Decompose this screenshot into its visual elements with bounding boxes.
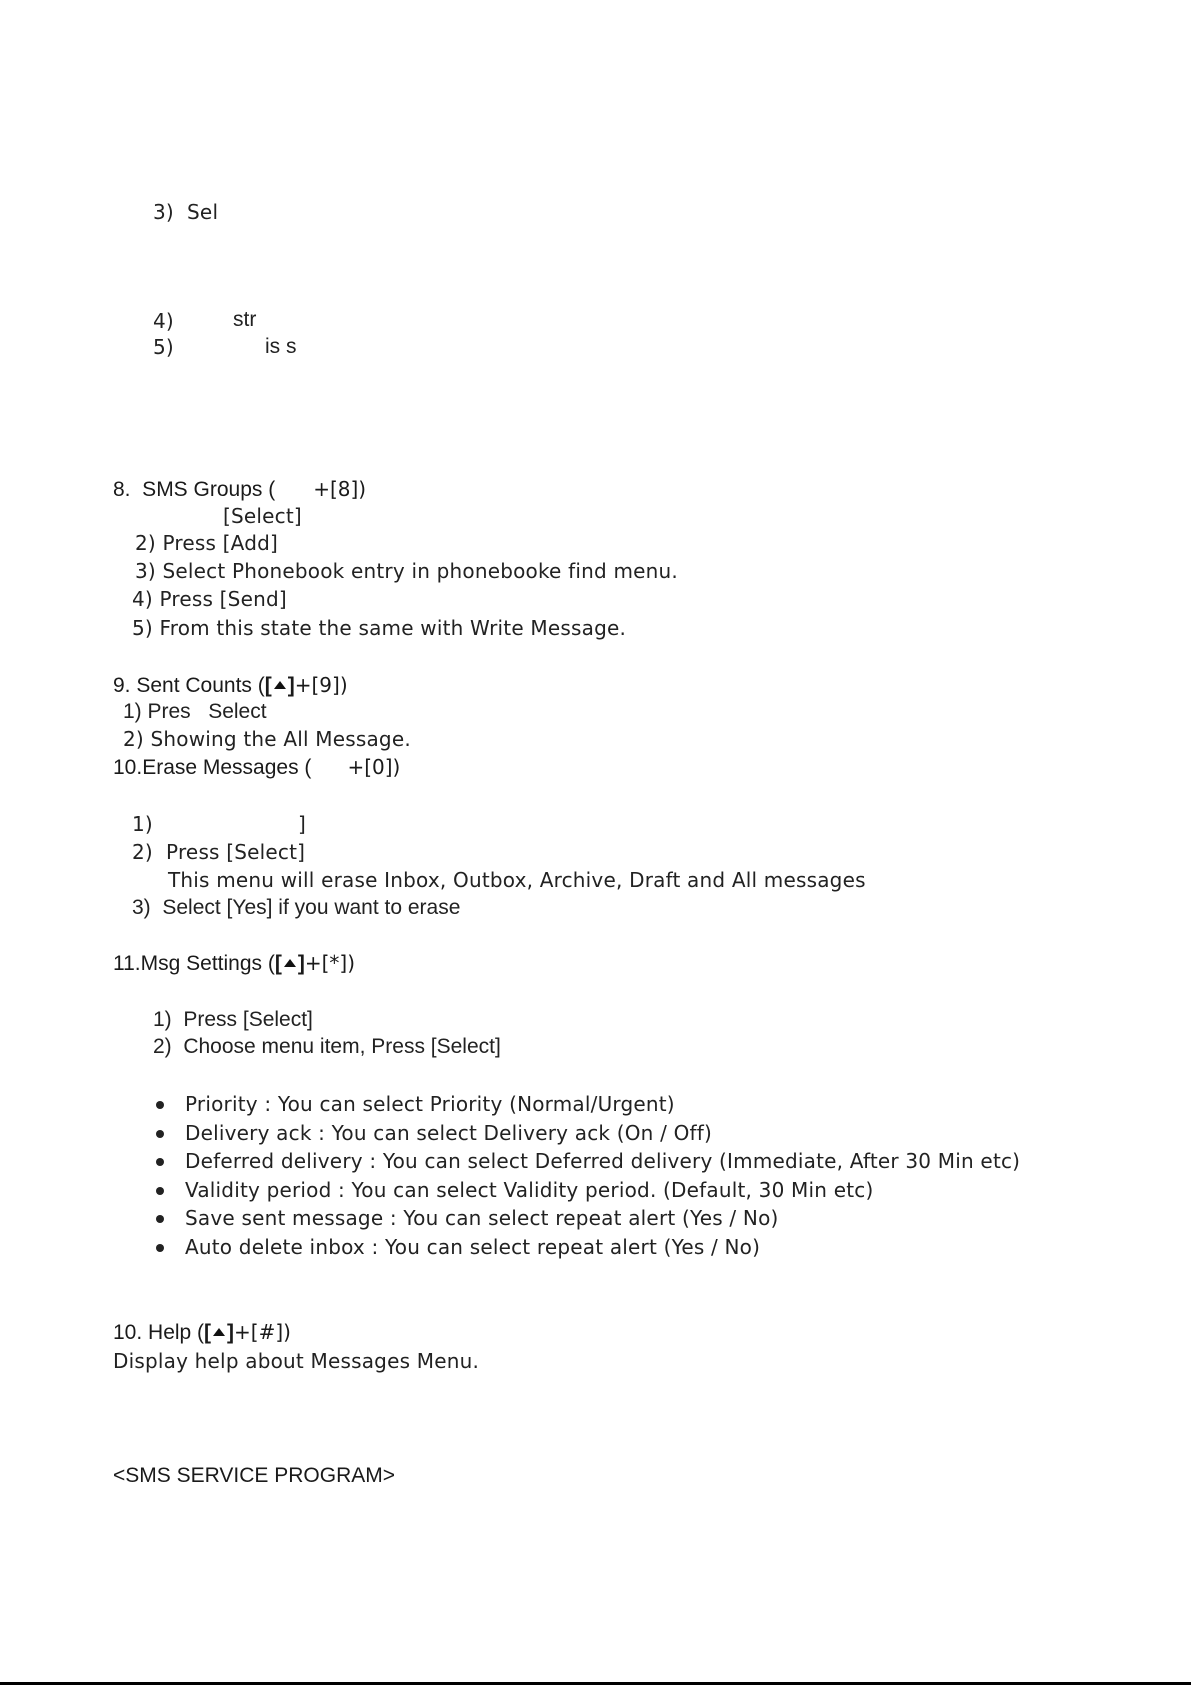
sms-groups-step-3: 3) Select Phonebook entry in phonebooke find menu. [135, 559, 678, 583]
up-triangle-icon [212, 1327, 226, 1337]
section-heading-sms-service-program: <SMS SERVICE PROGRAM> [113, 1464, 396, 1487]
list-item-4-number: 4) [153, 309, 174, 333]
help-key-close: ] [227, 1321, 235, 1344]
up-triangle-icon [283, 958, 297, 968]
erase-messages-heading-label: 10.Erase Messages ( [113, 756, 312, 779]
up-triangle-icon [273, 680, 287, 690]
erase-messages-step-1-text: ] [298, 812, 307, 836]
sms-groups-step-5: 5) From this state the same with Write Message. [132, 616, 627, 640]
help-heading-label: 10. Help ( [113, 1321, 205, 1344]
sms-groups-heading [113, 477, 366, 502]
sent-counts-heading-key: +[9]) [294, 673, 348, 697]
help-heading [113, 1320, 291, 1345]
help-heading-key: +[#]) [234, 1320, 291, 1344]
sms-groups-step-2: 2) Press [Add] [135, 531, 279, 555]
erase-messages-step-2: 2) Press [Select] [132, 840, 306, 864]
msg-settings-key-open: [ [274, 952, 282, 975]
setting-item-delivery-ack: Delivery ack : You can select Delivery ack (On / Off) [185, 1121, 713, 1145]
list-item-5-number: 5) [153, 335, 174, 359]
sent-counts-step-1: 1) Pres Select [123, 700, 267, 723]
sms-groups-heading-key: +[8]) [313, 477, 367, 501]
bullet-dot [156, 1158, 164, 1166]
help-text: Display help about Messages Menu. [113, 1349, 480, 1373]
sent-counts-key-open: [ [264, 674, 272, 697]
setting-item-save-sent-message: Save sent message : You can select repeat alert (Yes / No) [185, 1206, 779, 1230]
setting-item-priority: Priority : You can select Priority (Normal/Urgent) [185, 1092, 675, 1116]
setting-item-deferred-delivery: Deferred delivery : You can select Deferred delivery (Immediate, After 30 Min etc) [185, 1149, 1021, 1173]
sent-counts-heading-label: 9. Sent Counts ( [113, 674, 265, 697]
msg-settings-step-2: 2) Choose menu item, Press [Select] [153, 1035, 501, 1058]
msg-settings-heading [113, 951, 355, 976]
erase-messages-heading [113, 755, 400, 780]
msg-settings-step-1: 1) Press [Select] [153, 1008, 313, 1031]
msg-settings-heading-label: 11.Msg Settings ( [113, 952, 275, 975]
erase-messages-step-2-note: This menu will erase Inbox, Outbox, Archive, Draft and All messages [168, 868, 866, 892]
bullet-dot [156, 1101, 164, 1109]
sms-groups-step-4: 4) Press [Send] [132, 587, 287, 611]
bullet-dot [156, 1244, 164, 1252]
sms-groups-step-1: [Select] [223, 504, 302, 528]
list-item-5-text: is s [265, 335, 297, 358]
sent-counts-heading [113, 673, 348, 698]
list-item-3: 3) Sel [153, 200, 219, 224]
msg-settings-heading-key: +[*]) [304, 951, 356, 975]
erase-messages-step-3: 3) Select [Yes] if you want to erase [132, 896, 461, 919]
setting-item-validity-period: Validity period : You can select Validity period. (Default, 30 Min etc) [185, 1178, 874, 1202]
list-item-4-text: str [233, 308, 257, 331]
sent-counts-key-close: ] [287, 674, 295, 697]
erase-messages-heading-key: +[0]) [347, 755, 401, 779]
sent-counts-step-2: 2) Showing the All Message. [123, 727, 411, 751]
msg-settings-key-close: ] [297, 952, 305, 975]
bullet-dot [156, 1130, 164, 1138]
erase-messages-step-1-number: 1) [132, 812, 153, 836]
sms-groups-heading-label: 8. SMS Groups ( [113, 478, 276, 501]
setting-item-auto-delete-inbox: Auto delete inbox : You can select repeat alert (Yes / No) [185, 1235, 761, 1259]
bullet-dot [156, 1187, 164, 1195]
help-key-open: [ [204, 1321, 212, 1344]
bullet-dot [156, 1215, 164, 1223]
